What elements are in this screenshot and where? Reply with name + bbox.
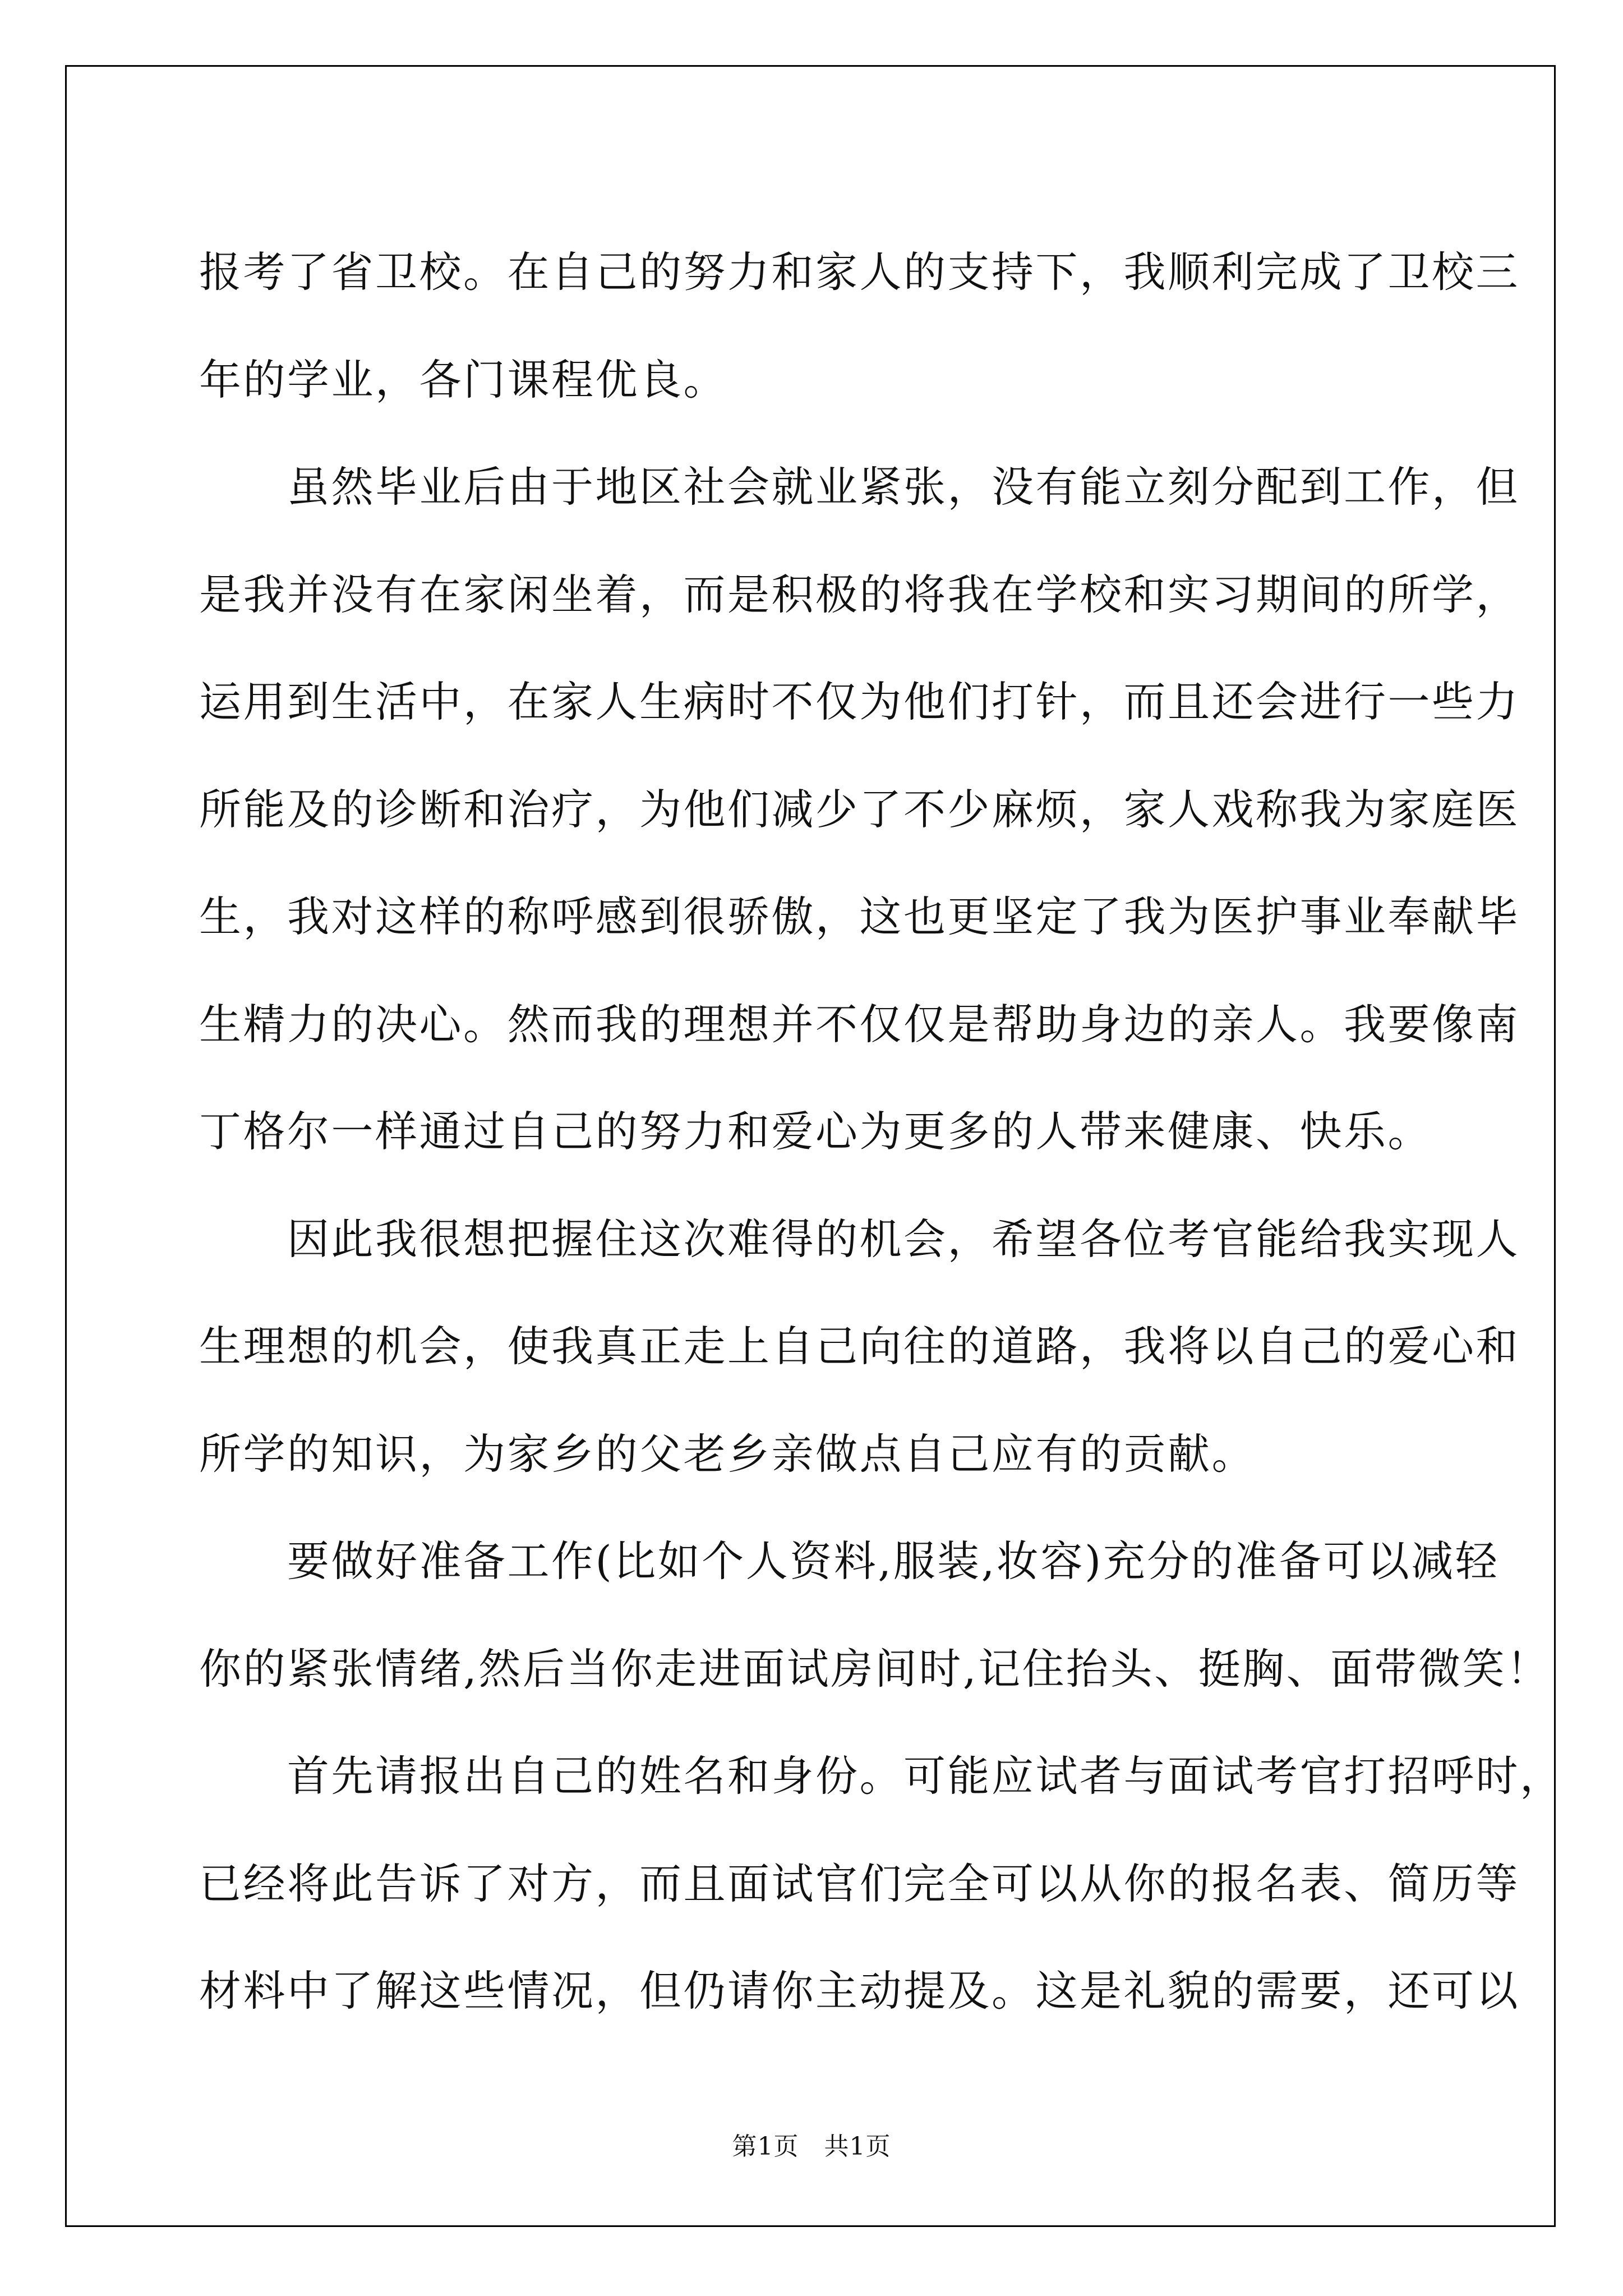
- text-line: 报考了省卫校。在自己的努力和家人的支持下，我顺利完成了卫校三: [199, 247, 1520, 297]
- text-line: 首先请报出自己的姓名和身份。可能应试者与面试考官打招呼时，: [199, 1751, 1564, 1801]
- text-line: 丁格尔一样通过自己的努力和爱心为更多的人带来健康、快乐。: [199, 1107, 1432, 1156]
- text-line: 生理想的机会，使我真正走上自己向往的道路，我将以自己的爱心和: [199, 1322, 1520, 1371]
- text-line: 所学的知识，为家乡的父老乡亲做点自己应有的贡献。: [199, 1429, 1256, 1479]
- text-line: 要做好准备工作(比如个人资料,服装,妆容)充分的准备可以减轻: [199, 1536, 1500, 1586]
- text-line: 年的学业，各门课程优良。: [199, 355, 728, 404]
- text-line: 已经将此告诉了对方，而且面试官们完全可以从你的报名表、简历等: [199, 1858, 1520, 1908]
- text-line: 虽然毕业后由于地区社会就业紧张，没有能立刻分配到工作，但: [199, 462, 1520, 512]
- page-footer: 第1页 共1页: [732, 2132, 891, 2161]
- text-line: 你的紧张情绪,然后当你走进面试房间时,记住抬头、挺胸、面带微笑！: [199, 1644, 1551, 1694]
- text-line: 因此我很想把握住这次难得的机会，希望各位考官能给我实现人: [199, 1214, 1520, 1264]
- text-line: 是我并没有在家闲坐着，而是积极的将我在学校和实习期间的所学，: [199, 569, 1520, 619]
- text-line: 运用到生活中，在家人生病时不仅为他们打针，而且还会进行一些力: [199, 677, 1520, 726]
- text-line: 材料中了解这些情况，但仍请你主动提及。这是礼貌的需要，还可以: [199, 1966, 1520, 2016]
- text-line: 生精力的决心。然而我的理想并不仅仅是帮助身边的亲人。我要像南: [199, 999, 1520, 1049]
- text-line: 所能及的诊断和治疗，为他们减少了不少麻烦，家人戏称我为家庭医: [199, 784, 1520, 834]
- document-body: [199, 219, 1564, 2045]
- text-line: 生，我对这样的称呼感到很骄傲，这也更坚定了我为医护事业奉献毕: [199, 892, 1520, 941]
